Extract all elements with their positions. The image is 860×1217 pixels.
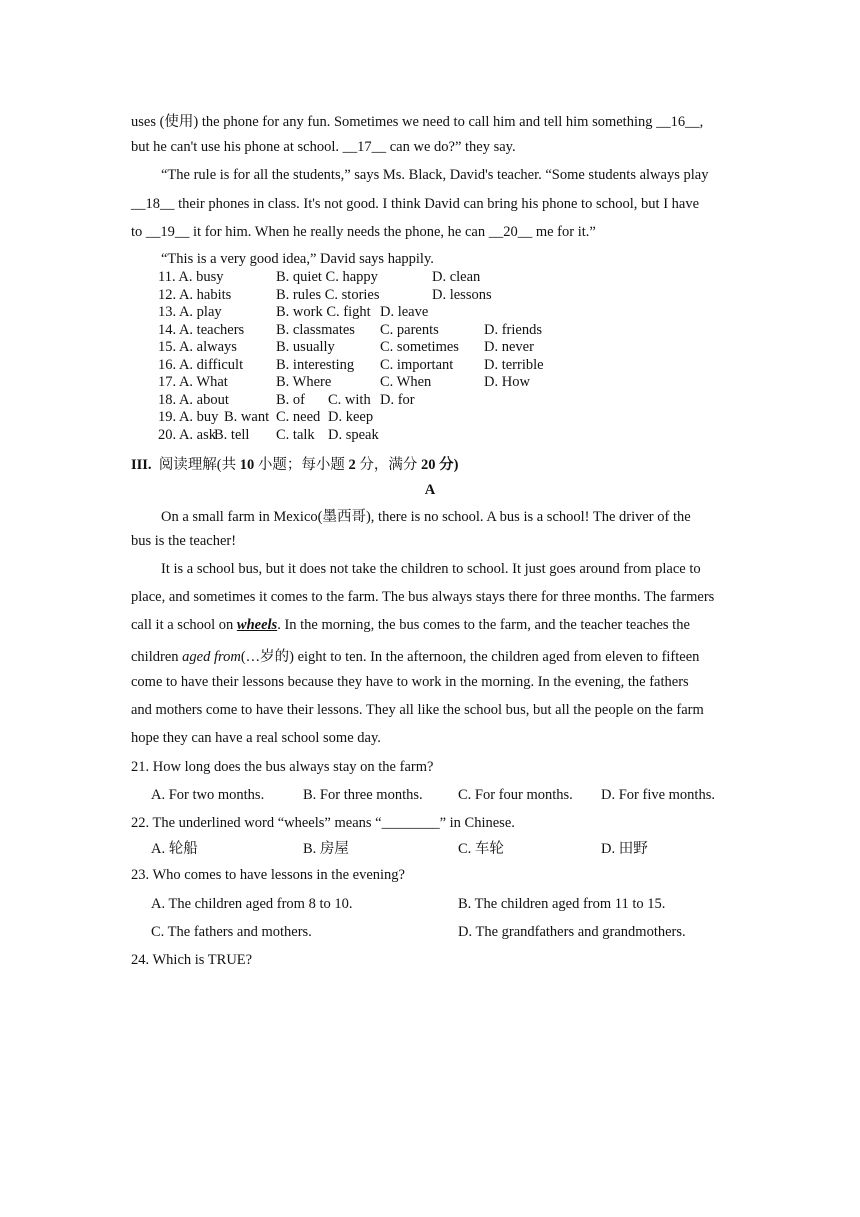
- passage-line: and mothers come to have their lessons. They all like the school bus, but all the people on the farm: [131, 702, 704, 718]
- question-21: 21. How long does the bus always stay on the farm?: [131, 759, 434, 775]
- passage-line: It is a school bus, but it does not take the children to school. It just goes around from place to: [161, 561, 701, 577]
- answer-option[interactable]: A. The children aged from 8 to 10.: [151, 896, 353, 912]
- section-heading: III. 阅读理解(共 10 小题；每小题 2 分，满分 20 分): [131, 457, 459, 473]
- underlined-word: wheels: [236, 617, 278, 633]
- answer-option[interactable]: B. For three months.: [303, 787, 423, 803]
- answer-option[interactable]: C. 车轮: [458, 841, 504, 857]
- answer-option[interactable]: D. 田野: [601, 841, 648, 857]
- exam-page: uses (使用) the phone for any fun. Sometimes we need to call him and tell him something __16__, but he can't use his phone at school. __17__ can we do?” they say. “The rule is for all the students,” says Ms. Black, David's teacher. “Some students always play __18__ their phones in class. It's not good. I think David can bring his phone to school, but I have to __19__ it for him. When he really needs the phone, he can __20__ me for it.” “This is a very good idea,” David says happily. 11. A. busy B. quiet C. happy D. clean 12. A. habits B. rules C. stories D. lessons 13. A. play B. work C. fight D. leave 14. A. teachers B. classmates C. parents D. friends 15. A. always B. usually C. sometimes D. never 16. A. difficult B. interesting C. important D. terrible 17. A. What B. Where C. When D. How 18. A. about B. of C. with D. for 19. A. buy B. want C. need D. keep 20. A. ask B. tell C. talk D. speak III. 阅读理解(共 10 小题；每小题 2 分，满分 20 分) A On a small farm in Mexico(墨西哥), there is no school. A bus is a school! The driver of the bus is the teacher! It is a school bus, but it does not take the children to school. It just goes around from place to place, and sometimes it comes to the farm. The bus always stays there for three months. The farmers call it a school on wheels. In the morning, the bus comes to the farm, and the teacher teaches the children aged from(…岁的) eight to ten. In the afternoon, the children aged from eleven to fifteen come to have their lessons because they have to work in the morning. In the evening, the fathers and mothers come to have their lessons. They all like the school bus, but all the people on the farm hope they can have a real school some day. 21. How long does the bus always stay on the farm? A. For two months. B. For three months. C. For four months. D. For five months. 22. The underlined word “wheels” means “________” in Chinese. A. 轮船 B. 房屋 C. 车轮 D. 田野 23. Who comes to have lessons in the evening? A. The children aged from 8 to 10. B. The children aged from 11 to 15. C. The fathers and mothers. D. The grandfathers and grandmothers. 24. Which is TRUE?: [0, 0, 860, 1217]
- answer-option[interactable]: A. 轮船: [151, 841, 198, 857]
- answer-option[interactable]: A. For two months.: [151, 787, 265, 803]
- answer-option[interactable]: B. The children aged from 11 to 15.: [458, 896, 666, 912]
- question-22: 22. The underlined word “wheels” means “________” in Chinese.: [131, 815, 515, 831]
- answer-option[interactable]: C. The fathers and mothers.: [151, 924, 312, 940]
- passage-line: place, and sometimes it comes to the farm. The bus always stays there for three months. The farmers: [131, 589, 715, 605]
- answer-option[interactable]: D. For five months.: [601, 787, 715, 803]
- answer-option[interactable]: D. The grandfathers and grandmothers.: [458, 924, 686, 940]
- passage-line: “The rule is for all the students,” says Ms. Black, David's teacher. “Some students always play: [161, 167, 709, 183]
- passage-line: call it a school on wheels. In the morning, the bus comes to the farm, and the teacher teaches the: [131, 617, 690, 633]
- passage-line: but he can't use his phone at school. __17__ can we do?” they say.: [131, 139, 516, 155]
- passage-line: uses (使用) the phone for any fun. Sometimes we need to call him and tell him something __16__,: [131, 114, 704, 130]
- question-23: 23. Who comes to have lessons in the evening?: [131, 867, 405, 883]
- passage-line: “This is a very good idea,” David says happily.: [161, 251, 434, 267]
- passage-line: hope they can have a real school some day.: [131, 730, 381, 746]
- passage-line: __18__ their phones in class. It's not good. I think David can bring his phone to school, but I have: [131, 196, 700, 212]
- passage-line: to __19__ it for him. When he really needs the phone, he can __20__ me for it.”: [131, 224, 596, 240]
- part-label: A: [424, 482, 436, 498]
- answer-option[interactable]: B. 房屋: [303, 841, 349, 857]
- passage-line: children aged from(…岁的) eight to ten. In the afternoon, the children aged from eleven to fifteen: [131, 649, 700, 665]
- passage-line: come to have their lessons because they have to work in the morning. In the evening, the fathers: [131, 674, 689, 690]
- passage-line: bus is the teacher!: [131, 533, 237, 549]
- passage-line: On a small farm in Mexico(墨西哥), there is no school. A bus is a school! The driver of the: [161, 509, 691, 525]
- answer-option[interactable]: C. For four months.: [458, 787, 573, 803]
- question-24: 24. Which is TRUE?: [131, 952, 253, 968]
